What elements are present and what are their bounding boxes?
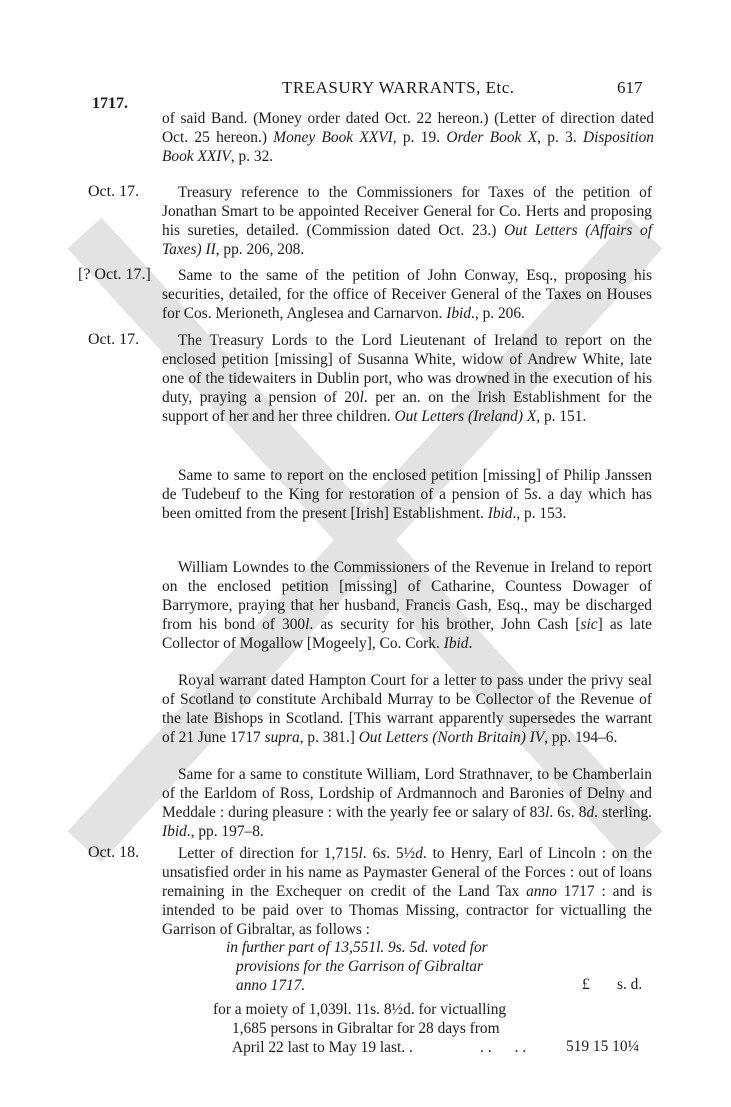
entry-text [162,109,654,166]
schedule-heading-1: in further part of 13,551l. 9s. 5d. voted for [226,939,488,956]
schedule-heading-2: provisions for the Garrison of Gibraltar [236,958,483,975]
header-title: TREASURY WARRANTS, Etc. [282,78,515,97]
page-number: 617 [617,78,643,97]
schedule-item-2: 1,685 persons in Gibraltar for 28 days from [232,1020,500,1037]
entry-text: Same to the same of the petition of John Conway, Esq., proposing his securities, detailed, for the office of Receiver General of the Taxes on Houses for Cos. Merioneth, Anglesea and Carnarvon. Ibid., p. 206. [162,267,652,322]
entry-date: [? Oct. 17.] [78,266,151,283]
entry-text: Same for a same to constitute William, Lord Strathnaver, to be Chamberlain of the Earldom of Ross, Lordship of Ardmannoch and Baronies of Delny and Meddale : during pleasure : with the yearly fee or salary of 83l. 6s. 8d. sterling. Ibid., pp. 197–8. [162,766,653,840]
entry-text: Same to same to report on the enclosed petition [missing] of Philip Janssen de Tudebeuf to the King for restoration of a pension of 5s. a day which has been omitted from the present [Irish] Establishment. Ibid., p. 153. [162,467,652,522]
entry-text: Royal warrant dated Hampton Court for a letter to pass under the privy seal of Scotland to constitute Archibald Murray to be Collector of the Revenue of the late Bishops in Scotland. [This warrant apparently supersedes the warrant of 21 June 1717 supra, p. 381.] Out Letters (North Britain) IV, pp. 194–6. [162,672,652,746]
entry-date: Oct. 17. [88,183,140,200]
schedule-item-1: for a moiety of 1,039l. 11s. 8½d. for victualling [213,1001,507,1018]
column-pounds-header: £ [582,976,590,993]
entry-text: Treasury reference to the Commissioners for Taxes of the petition of Jonathan Smart to be appointed Receiver General for Co. Herts and proposing his sureties, detailed. (Commission dated Oct. 23.) Out Letters (Affairs of Taxes) II, pp. 206, 208. [162,184,653,258]
schedule-amount: 519 15 10¼ [566,1038,640,1055]
entry-text: Letter of direction for 1,715l. 6s. 5½d. to Henry, Earl of Lincoln : on the unsatisfied order in his name as Paymaster General of the Forces : out of loans remaining in the Exchequer on credit of the Land Tax anno 1717 : and is intended to be paid over to Thomas Missing, contractor for victualling the Garrison of Gibraltar, as follows : [162,845,653,938]
entry-text: The Treasury Lords to the Lord Lieutenant of Ireland to report on the enclosed petition [missing] of Susanna White, widow of Andrew White, late one of the tidewaiters in Dublin port, who was drowned in the execution of his duty, praying a pension of 20l. per an. on the Irish Establishment for the support of her and her three children. Out Letters (Ireland) X, p. 151. [162,332,653,425]
schedule-heading-3: anno 1717. [236,977,306,994]
entry-text-body: of said Band. (Money order dated Oct. 22 hereon.) (Letter of direction dated Oct. 25 hereon.) Money Book XXVI, p. 19. Order Book X, p. 3. Disposition Book XXIV, p. 32. [162,110,654,165]
column-sd-header: s. d. [617,976,643,993]
entry-date: Oct. 18. [88,844,140,861]
year-label: 1717. [92,95,128,112]
schedule-leader-dots: . . . . [480,1039,527,1056]
schedule-item-3: April 22 last to May 19 last. . [232,1039,413,1056]
entry-text: William Lowndes to the Commissioners of the Revenue in Ireland to report on the enclosed petition [missing] of Catharine, Countess Dowager of Barrymore, praying that her husband, Francis Gash, Esq., may be discharged from his bond of 300l. as security for his brother, John Cash [sic] as late Collector of Mogallow [Mogeely], Co. Cork. Ibid. [162,559,652,652]
entry-date: Oct. 17. [88,331,140,348]
